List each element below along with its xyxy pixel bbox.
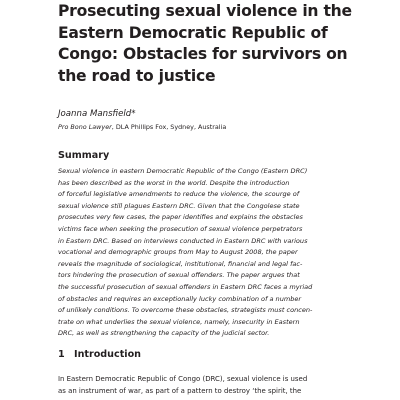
- summary-line: victims face when seeking the prosecution of sexual violence perpetrators: [58, 224, 303, 233]
- introduction-heading: [58, 349, 141, 361]
- title-line: Prosecuting sexual violence in the: [58, 2, 352, 20]
- body-line: In Eastern Democratic Republic of Congo (DRC), sexual violence is used: [58, 375, 308, 383]
- summary-line: trate on what underlies the sexual violence, namely, insecurity in Eastern: [58, 317, 300, 326]
- summary-line: prosecutes very few cases, the paper identifies and explains the obstacles: [58, 213, 303, 222]
- summary-text: [58, 166, 354, 340]
- summary-line: sexual violence still plagues Eastern DRC. Given that the Congolese state: [58, 201, 300, 210]
- summary-line: DRC, as well as strengthening the capacity of the judicial sector.: [58, 329, 270, 338]
- summary-line: of unlikely conditions. To overcome these obstacles, strategists must concen-: [58, 306, 313, 315]
- summary-line: has been described as the worst in the world. Despite the introduction: [58, 178, 290, 187]
- section-number: 1: [58, 349, 65, 360]
- summary-line: tors hindering the prosecution of sexual offenders. The paper argues that: [58, 271, 300, 280]
- title-line: the road to justice: [58, 66, 216, 85]
- author-affiliation: [58, 122, 226, 132]
- summary-line: of forceful legislative amendments to reduce the violence, the scourge of: [58, 190, 300, 199]
- affiliation-role: Pro Bono Lawyer: [58, 123, 112, 131]
- summary-line: reveals the magnitude of sociological, institutional, financial and legal fac-: [58, 259, 303, 268]
- affiliation-organization: , DLA Phillips Fox, Sydney, Australia: [111, 123, 227, 131]
- article-title: [58, 1, 388, 87]
- title-line: Congo: Obstacles for survivors on: [58, 45, 348, 63]
- summary-line: Sexual violence in eastern Democratic Republic of the Congo (Eastern DRC): [58, 167, 308, 175]
- body-line: as an instrument of war, as part of a pattern to destroy ‘the spirit, the: [58, 387, 302, 395]
- summary-line: of obstacles and requires an exceptionally lucky combination of a number: [58, 294, 302, 303]
- summary-line: in Eastern DRC. Based on interviews conducted in Eastern DRC with various: [58, 236, 308, 245]
- section-title: Introduction: [74, 349, 141, 360]
- summary-heading: Summary: [58, 150, 110, 161]
- author-name: Joanna Mansfield*: [58, 109, 136, 119]
- title-line: Eastern Democratic Republic of: [58, 23, 328, 42]
- summary-line: vocational and demographic groups from May to August 2008, the paper: [58, 248, 298, 257]
- introduction-text: [58, 373, 358, 397]
- summary-line: the successful prosecution of sexual offenders in Eastern DRC faces a myriad: [58, 282, 313, 291]
